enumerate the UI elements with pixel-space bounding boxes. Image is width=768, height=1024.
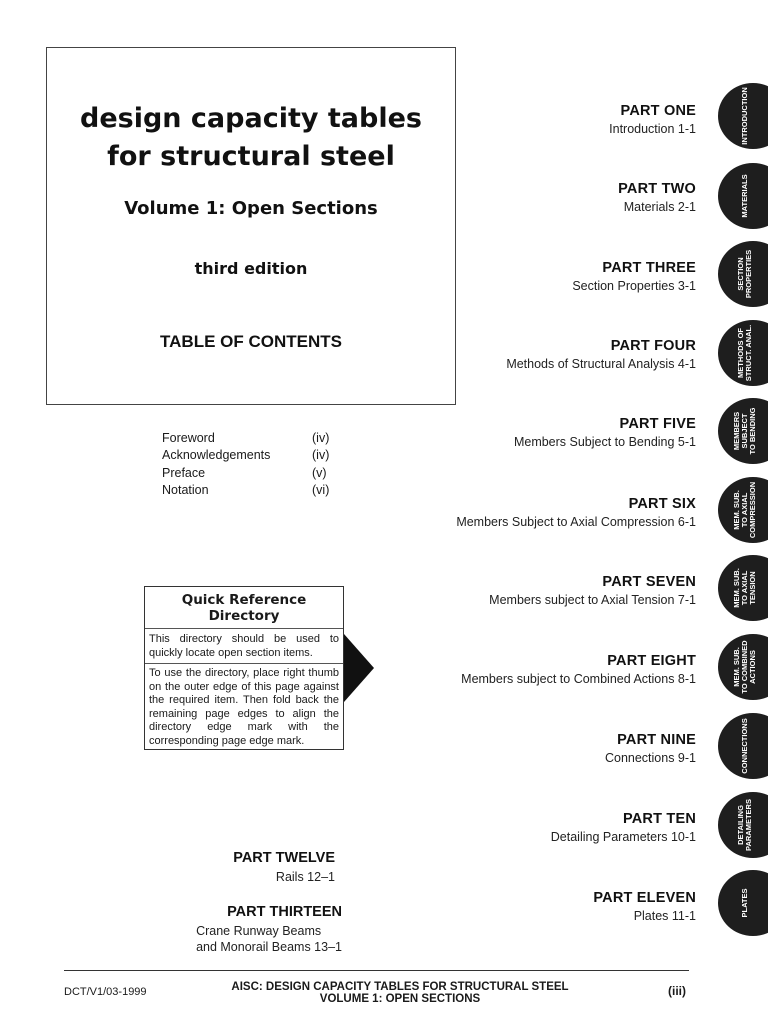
quick-reference-box <box>144 586 344 750</box>
tab-label: DETAILING PARAMETERS <box>736 799 753 851</box>
tab-introduction[interactable] <box>718 83 768 149</box>
tab-materials[interactable] <box>718 163 768 229</box>
part-twelve-entry[interactable] <box>233 850 335 885</box>
part-ten-entry[interactable] <box>551 811 696 844</box>
tab-label: SECTION PROPERTIES <box>736 249 753 299</box>
tab-plates[interactable] <box>718 870 768 936</box>
tab-label: METHODS OF STRUCT. ANAL. <box>736 324 753 382</box>
part-subtitle: Introduction 1-1 <box>609 122 696 136</box>
toc-entry-page: (iv) <box>312 448 330 462</box>
footer-title-line-1: AISC: DESIGN CAPACITY TABLES FOR STRUCTURAL STEEL <box>231 981 569 993</box>
part-title: PART THIRTEEN <box>227 904 342 920</box>
tab-label: CONNECTIONS <box>740 718 749 774</box>
tab-label: PLATES <box>740 888 749 918</box>
tab-label: MEM. SUB. TO AXIAL TENSION <box>732 568 757 608</box>
tab-members-bending[interactable] <box>718 398 768 464</box>
title-line-2: for structural steel <box>107 141 395 172</box>
toc-entry-label: Foreword <box>162 431 215 445</box>
toc-entry-notation[interactable] <box>162 483 342 500</box>
part-seven-entry[interactable] <box>489 574 696 607</box>
tab-label: MEMBERS SUBJECT TO BENDING <box>732 407 757 455</box>
part-subtitle: Plates 11-1 <box>633 909 696 923</box>
tab-label: MEM. SUB. TO AXIAL COMPRESSION <box>732 481 757 539</box>
document-code: DCT/V1/03-1999 <box>64 986 147 998</box>
part-three-entry[interactable] <box>572 260 696 293</box>
toc-entry-label: Acknowledgements <box>162 448 271 462</box>
part-six-entry[interactable] <box>456 496 696 529</box>
quick-reference-para-2: To use the directory, place right thumb on the outer edge of this page against the required item. Then fold back the remaining page edges to align the directory edge mark with the corresponding page edge mark. <box>145 663 343 751</box>
part-subtitle-line-2: and Monorail Beams 13–1 <box>196 940 342 954</box>
pointer-arrow-icon <box>344 634 374 702</box>
quick-reference-para-1: This directory should be used to quickly locate open section items. <box>145 628 343 663</box>
part-title: PART NINE <box>617 732 696 748</box>
part-two-entry[interactable] <box>618 181 696 214</box>
footer-title <box>200 981 600 1005</box>
part-title: PART ONE <box>620 103 696 119</box>
part-five-entry[interactable] <box>514 416 696 449</box>
toc-entry-page: (v) <box>312 466 327 480</box>
part-subtitle: Members subject to Axial Tension 7-1 <box>489 593 696 607</box>
tab-axial-tension[interactable] <box>718 555 768 621</box>
part-title: PART ELEVEN <box>593 890 696 906</box>
edition-label: third edition <box>194 259 308 278</box>
title-line-1: design capacity tables <box>80 103 422 134</box>
tab-axial-compression[interactable] <box>718 477 768 543</box>
part-title: PART TWO <box>618 181 696 197</box>
page-number: (iii) <box>668 984 686 998</box>
toc-entry-preface[interactable] <box>162 466 342 483</box>
part-subtitle: Members Subject to Bending 5-1 <box>513 435 696 449</box>
part-four-entry[interactable] <box>506 338 696 371</box>
part-subtitle: Methods of Structural Analysis 4-1 <box>506 357 696 371</box>
toc-heading: TABLE OF CONTENTS <box>160 332 342 351</box>
tab-label: MATERIALS <box>740 174 749 218</box>
part-subtitle: Connections 9-1 <box>604 751 696 765</box>
part-nine-entry[interactable] <box>605 732 696 765</box>
part-subtitle: Section Properties 3-1 <box>572 279 696 293</box>
footer-divider <box>64 970 689 971</box>
part-title: PART EIGHT <box>607 653 696 669</box>
toc-entry-page: (iv) <box>312 431 330 445</box>
tab-methods-of-analysis[interactable] <box>718 320 768 386</box>
part-thirteen-entry[interactable] <box>196 904 342 955</box>
quick-reference-title: Quick Reference Directory <box>181 592 307 624</box>
toc-entry-foreword[interactable] <box>162 431 342 448</box>
part-title: PART TEN <box>622 811 696 827</box>
tab-label: MEM. SUB. TO COMBINED ACTIONS <box>732 640 757 694</box>
toc-entry-label: Notation <box>162 483 209 497</box>
part-subtitle <box>196 923 342 955</box>
part-title: PART THREE <box>602 260 696 276</box>
part-one-entry[interactable] <box>609 103 696 136</box>
part-subtitle: Members subject to Combined Actions 8-1 <box>461 672 696 686</box>
toc-entry-acknowledgements[interactable] <box>162 448 342 465</box>
part-title: PART SIX <box>628 496 696 512</box>
part-title: PART SEVEN <box>602 574 696 590</box>
volume-title: Volume 1: Open Sections <box>124 198 378 219</box>
part-subtitle: Members Subject to Axial Compression 6-1 <box>456 515 696 529</box>
part-title: PART FOUR <box>610 338 696 354</box>
part-subtitle: Materials 2-1 <box>623 200 696 214</box>
part-subtitle: Detailing Parameters 10-1 <box>550 830 696 844</box>
tab-connections[interactable] <box>718 713 768 779</box>
document-title <box>47 100 455 176</box>
footer-title-line-2: VOLUME 1: OPEN SECTIONS <box>319 993 481 1005</box>
part-subtitle-line-1: Crane Runway Beams <box>196 924 322 938</box>
part-eight-entry[interactable] <box>461 653 696 686</box>
part-eleven-entry[interactable] <box>593 890 696 923</box>
tab-combined-actions[interactable] <box>718 634 768 700</box>
tab-label: INTRODUCTION <box>740 87 749 145</box>
toc-entry-page: (vi) <box>312 483 330 497</box>
part-subtitle: Rails 12–1 <box>275 870 335 884</box>
title-box <box>46 47 456 405</box>
part-title: PART TWELVE <box>233 850 335 866</box>
part-title: PART FIVE <box>619 416 696 432</box>
tab-detailing-parameters[interactable] <box>718 792 768 858</box>
tab-section-properties[interactable] <box>718 241 768 307</box>
toc-entry-label: Preface <box>162 466 206 480</box>
